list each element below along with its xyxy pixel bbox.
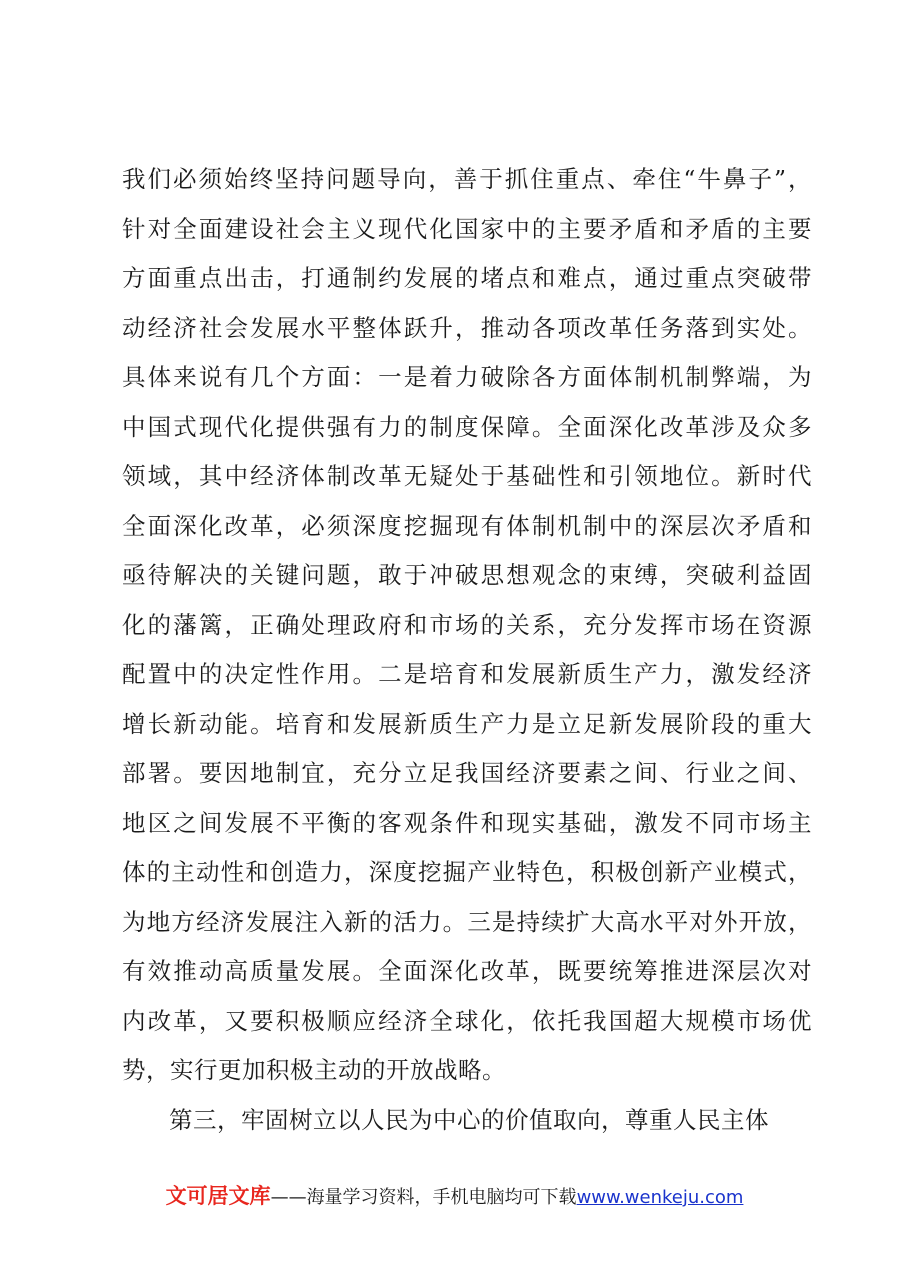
- paragraph-line: 有效推动高质量发展。全面深化改革，既要统筹推进深层次对: [122, 957, 812, 985]
- paragraph-line: 势，实行更加积极主动的开放战略。: [122, 1056, 506, 1084]
- paragraph-line: 亟待解决的关键问题，敢于冲破思想观念的束缚，突破利益固: [122, 561, 812, 589]
- paragraph-line: 动经济社会发展水平整体跃升，推动各项改革任务落到实处。: [122, 313, 812, 342]
- website-link[interactable]: www.wenkeju.com: [576, 1187, 744, 1208]
- paragraph-line: 我们必须始终坚持问题导向，善于抓住重点、牵住“牛鼻子”，: [122, 165, 812, 193]
- paragraph-line: 增长新动能。培育和发展新质生产力是立足新发展阶段的重大: [122, 709, 812, 738]
- paragraph-line: 具体来说有几个方面：一是着力破除各方面体制机制弊端，为: [122, 363, 812, 391]
- paragraph-line: 部署。要因地制宜，充分立足我国经济要素之间、行业之间、: [122, 759, 812, 787]
- paragraph-line: 领域，其中经济体制改革无疑处于基础性和引领地位。新时代: [122, 462, 812, 490]
- paragraph-line: 方面重点出击，打通制约发展的堵点和难点，通过重点突破带: [122, 264, 812, 292]
- footer-tagline: ——海量学习资料，手机电脑均可下载: [270, 1187, 577, 1208]
- paragraph-line: 体的主动性和创造力，深度挖掘产业特色，积极创新产业模式，: [122, 858, 812, 886]
- paragraph-line: 中国式现代化提供强有力的制度保障。全面深化改革涉及众多: [122, 412, 812, 441]
- paragraph-line: 全面深化改革，必须深度挖掘现有体制机制中的深层次矛盾和: [122, 511, 812, 540]
- paragraph-line: 为地方经济发展注入新的活力。三是持续扩大高水平对外开放，: [122, 907, 812, 936]
- paragraph-line: 化的藩篱，正确处理政府和市场的关系，充分发挥市场在资源: [122, 610, 812, 639]
- paragraph-line: 配置中的决定性作用。二是培育和发展新质生产力，激发经济: [122, 660, 812, 688]
- paragraph-line: 地区之间发展不平衡的客观条件和现实基础，激发不同市场主: [122, 808, 812, 837]
- paragraph-line: 内改革，又要积极顺应经济全球化，依托我国超大规模市场优: [122, 1006, 812, 1035]
- brand-name: 文可居文库: [165, 1184, 271, 1208]
- footer-banner: [0, 1178, 909, 1216]
- document-body: [122, 155, 812, 1145]
- paragraph-2-line: 第三，牢固树立以人民为中心的价值取向，尊重人民主体: [169, 1105, 769, 1134]
- paragraph-line: 针对全面建设社会主义现代化国家中的主要矛盾和矛盾的主要: [122, 214, 812, 243]
